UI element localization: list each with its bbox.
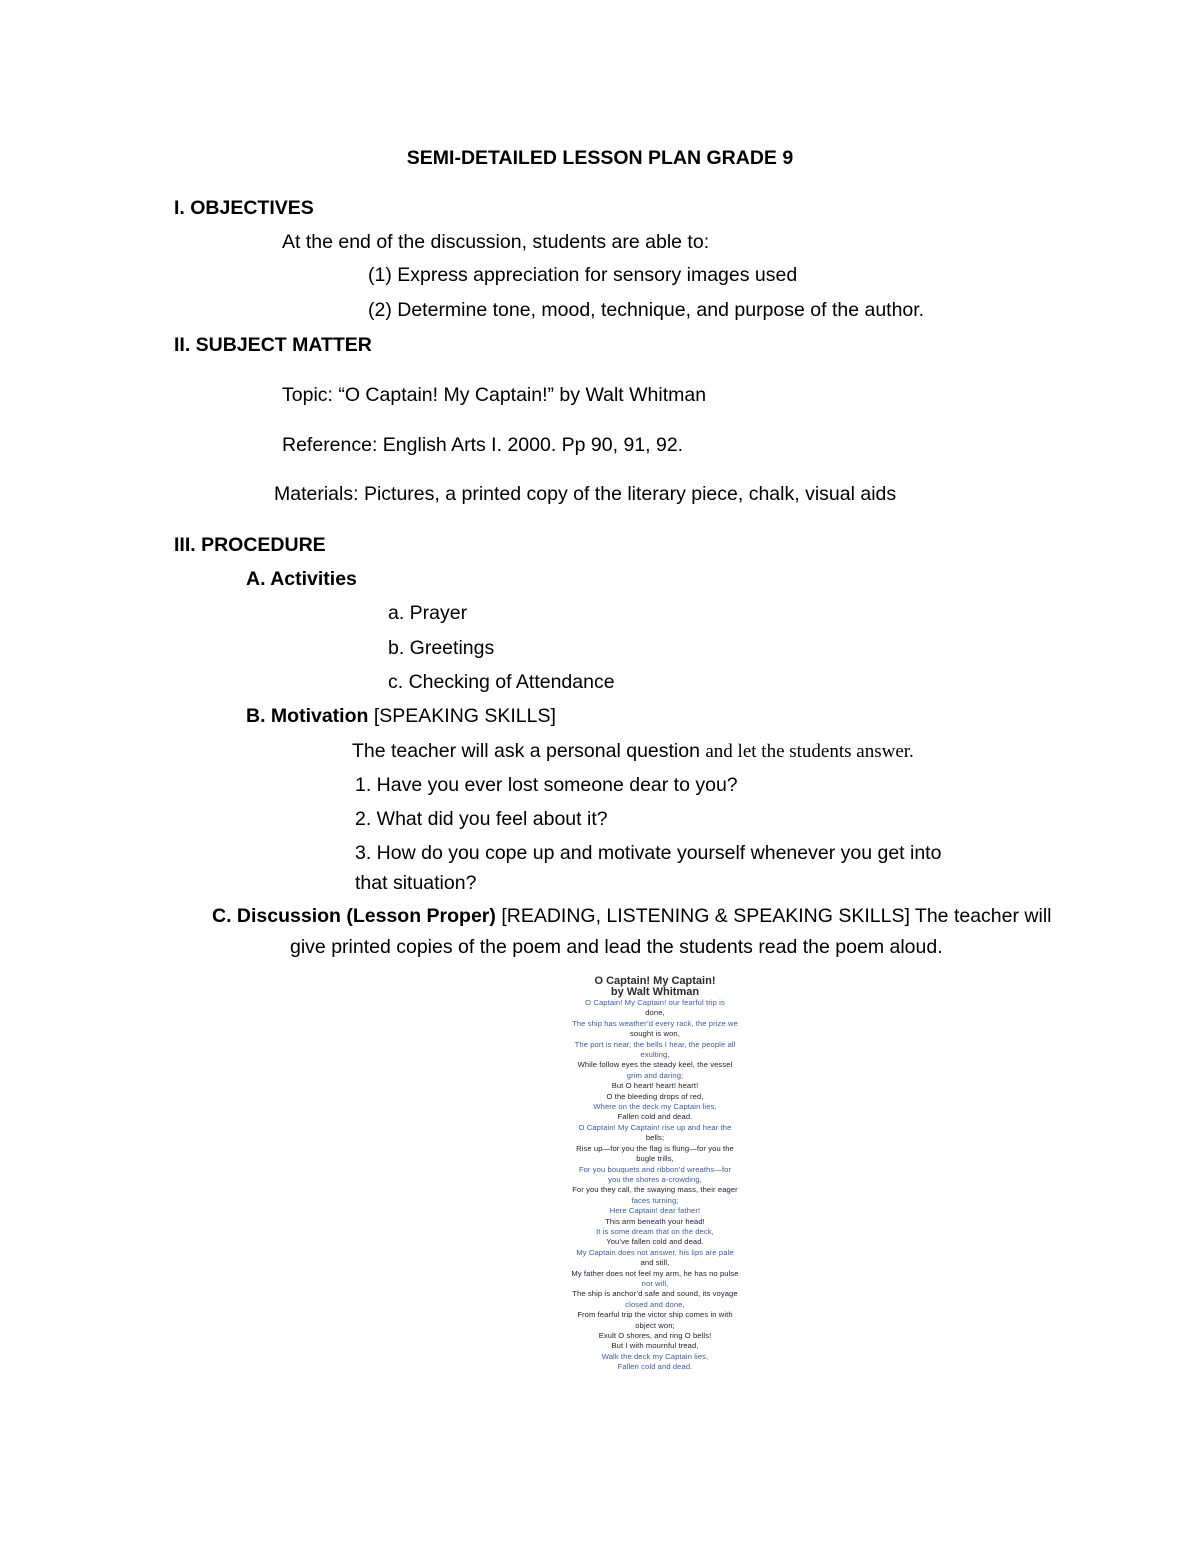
objective-item-1: (1) Express appreciation for sensory images used (368, 264, 798, 286)
poem-line: nor will, (641, 1278, 669, 1288)
motivation-question-2: 2. What did you feel about it? (355, 808, 608, 830)
poem-line: While follow eyes the steady keel, the vessel (577, 1060, 733, 1070)
poem-line: My Captain does not answer, his lips are pale (576, 1247, 734, 1257)
poem-line: The port is near, the bells I hear, the people all (574, 1039, 736, 1049)
objectives-heading: I. OBJECTIVES (174, 197, 314, 219)
poem-line: From fearful trip the victor ship comes in with (577, 1310, 733, 1320)
poem-line: object won; (635, 1320, 675, 1330)
activities-heading: A. Activities (246, 568, 357, 590)
discussion-line-1 (212, 904, 1052, 928)
poem-line: My father does not feel my arm, he has no pulse (571, 1268, 739, 1278)
poem-line: Where on the deck my Captain lies, (593, 1102, 717, 1112)
poem-line: grim and daring; (626, 1070, 684, 1080)
poem-line: you the shores a-crowding, (608, 1174, 702, 1184)
motivation-skill: [SPEAKING SKILLS] (368, 705, 556, 727)
poem-line: O Captain! My Captain! our fearful trip is (585, 998, 725, 1007)
poem-line: For you they call, the swaying mass, their eager (572, 1185, 738, 1195)
discussion-heading: C. Discussion (Lesson Proper) (212, 905, 496, 927)
poem-line: The ship has weather’d every rack, the prize we (572, 1018, 738, 1028)
poem-line: O Captain! My Captain! rise up and hear the (578, 1122, 732, 1132)
discussion-line-2: give printed copies of the poem and lead the students read the poem aloud. (290, 936, 943, 958)
poem-line: O the bleeding drops of red, (606, 1091, 704, 1101)
motivation-line (246, 704, 556, 728)
subject-topic: Topic: “O Captain! My Captain!” by Walt Whitman (282, 384, 707, 406)
poem-line: But O heart! heart! heart! (611, 1081, 699, 1091)
poem-line: This arm beneath your head! (605, 1216, 705, 1226)
motivation-lead (352, 739, 914, 764)
subject-reference: Reference: English Arts I. 2000. Pp 90, 91, 92. (282, 434, 684, 456)
activity-prayer: a. Prayer (388, 602, 468, 624)
poem-line: and still, (640, 1258, 670, 1268)
poem-line: Here Captain! dear father! (609, 1206, 701, 1216)
poem-line: done, (645, 1008, 665, 1018)
activity-attendance: c. Checking of Attendance (388, 671, 615, 693)
motivation-lead-a: The teacher will ask a personal question (352, 740, 706, 762)
motivation-heading: B. Motivation (246, 705, 369, 727)
poem-image (540, 976, 770, 1373)
motivation-question-1: 1. Have you ever lost someone dear to you? (355, 774, 738, 796)
subject-matter-heading: II. SUBJECT MATTER (174, 334, 372, 356)
poem-title: O Captain! My Captain! (594, 975, 716, 987)
page-title: SEMI-DETAILED LESSON PLAN GRADE 9 (406, 147, 794, 169)
poem-line: Fallen cold and dead. (617, 1112, 693, 1122)
poem-line: Rise up—for you the flag is flung—for you the (576, 1143, 734, 1153)
objectives-intro: At the end of the discussion, students are able to: (282, 231, 710, 253)
poem-line: You’ve fallen cold and dead. (606, 1237, 704, 1247)
poem-line: closed and done, (625, 1299, 685, 1309)
objective-item-2: (2) Determine tone, mood, technique, and purpose of the author. (368, 299, 925, 321)
poem-line: Walk the deck my Captain lies, (601, 1351, 709, 1361)
poem-line: exulting, (640, 1050, 670, 1060)
poem-line: The ship is anchor’d safe and sound, its voyage (572, 1289, 738, 1299)
poem-line: Fallen cold and dead. (617, 1362, 693, 1372)
motivation-question-3-cont: that situation? (355, 872, 477, 894)
poem-line: bugle trills, (636, 1154, 674, 1164)
poem-line: Exult O shores, and ring O bells! (598, 1331, 712, 1340)
subject-materials: Materials: Pictures, a printed copy of the literary piece, chalk, visual aids (274, 483, 897, 505)
poem-line: For you bouquets and ribbon’d wreaths—for (578, 1164, 732, 1174)
poem-line: But I with mournful tread, (611, 1341, 699, 1351)
poem-line: faces turning; (631, 1195, 679, 1205)
activity-greetings: b. Greetings (388, 637, 495, 659)
motivation-question-3: 3. How do you cope up and motivate yourself whenever you get into (355, 842, 942, 864)
discussion-skills: [READING, LISTENING & SPEAKING SKILLS] The teacher will (495, 905, 1052, 927)
poem-line: bells; (645, 1133, 665, 1143)
poem-author: by Walt Whitman (610, 986, 700, 998)
poem-lines (540, 998, 770, 1373)
poem-line: sought is won, (630, 1029, 680, 1039)
poem-line: It is some dream that on the deck, (596, 1226, 714, 1236)
procedure-heading: III. PROCEDURE (174, 534, 326, 556)
motivation-lead-b: and let the students answer. (705, 741, 914, 762)
